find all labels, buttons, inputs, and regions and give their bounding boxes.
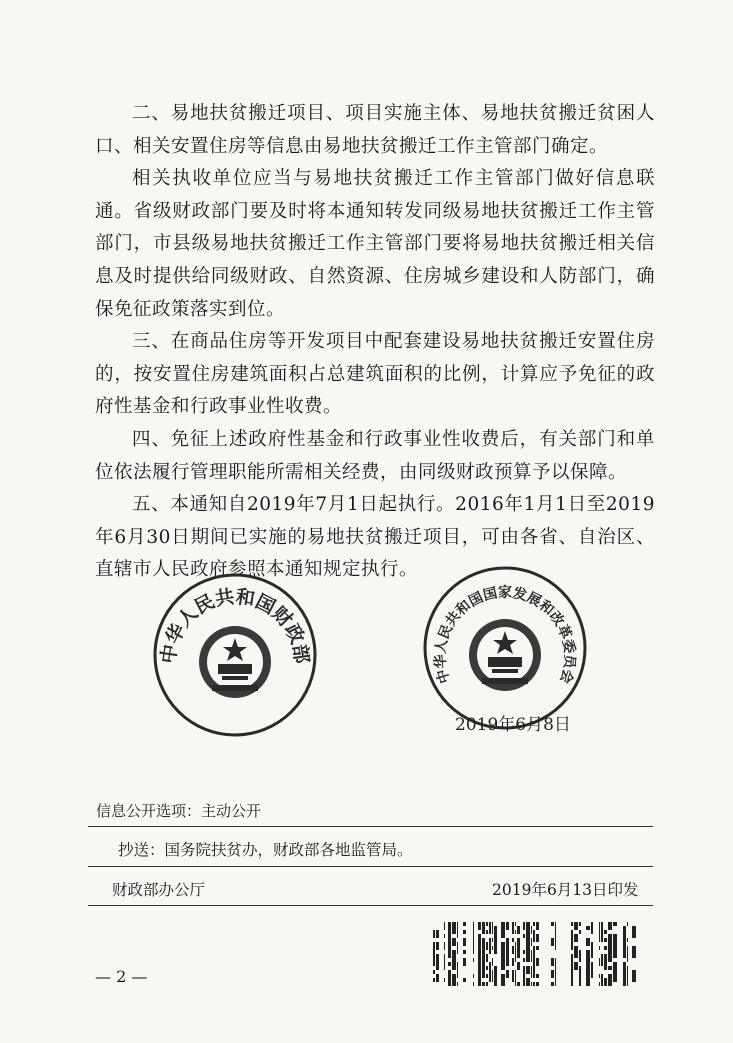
signing-date: 2019年6月8日 xyxy=(455,715,571,735)
ndrc-seal xyxy=(420,563,590,733)
page-number: — 2 — xyxy=(95,967,148,986)
divider-top xyxy=(88,826,653,827)
paragraph-3: 三、在商品住房等开发项目中配套建设易地扶贫搬迁安置住房的，按安置住房建筑面积占总建筑面积的比例，计算应予免征的政府性基金和行政事业性收费。 xyxy=(95,331,655,418)
info-disclosure-option: 信息公开选项：主动公开 xyxy=(96,802,262,820)
divider-bottom xyxy=(88,905,653,906)
document-body xyxy=(95,98,655,587)
ministry-of-finance-seal xyxy=(150,570,320,740)
seal-left-text: 中华人民共和国财政部 xyxy=(157,585,313,665)
cc-recipients: 抄送：国务院扶贫办，财政部各地监管局。 xyxy=(118,841,413,859)
paragraph-info-sharing: 相关执收单位应当与易地扶贫搬迁工作主管部门做好信息联通。省级财政部门要及时将本通知转发同级易地扶贫搬迁工作主管部门，市县级易地扶贫搬迁工作主管部门要将易地扶贫搬迁相关信息及时提供给同级财政、自然资源、住房城乡建设和人防部门，确保免征政策落实到位。 xyxy=(95,168,655,320)
divider-middle xyxy=(88,866,653,867)
paragraph-4: 四、免征上述政府性基金和行政事业性收费后，有关部门和单位依法履行管理职能所需相关经费，由同级财政预算予以保障。 xyxy=(95,428,655,483)
print-date: 2019年6月13日印发 xyxy=(492,881,639,899)
barcode-image xyxy=(433,922,636,986)
issuing-office: 财政部办公厅 xyxy=(112,881,206,899)
paragraph-5: 五、本通知自2019年7月1日起执行。2016年1月1日至2019年6月30日期间已实施的易地扶贫搬迁项目，可由各省、自治区、直辖市人民政府参照本通知规定执行。 xyxy=(95,494,655,581)
paragraph-2: 二、易地扶贫搬迁项目、项目实施主体、易地扶贫搬迁贫困人口、相关安置住房等信息由易地扶贫搬迁工作主管部门确定。 xyxy=(95,103,655,157)
seal-right-text: 中华人民共和国国家发展和改革委员会 xyxy=(432,585,578,686)
